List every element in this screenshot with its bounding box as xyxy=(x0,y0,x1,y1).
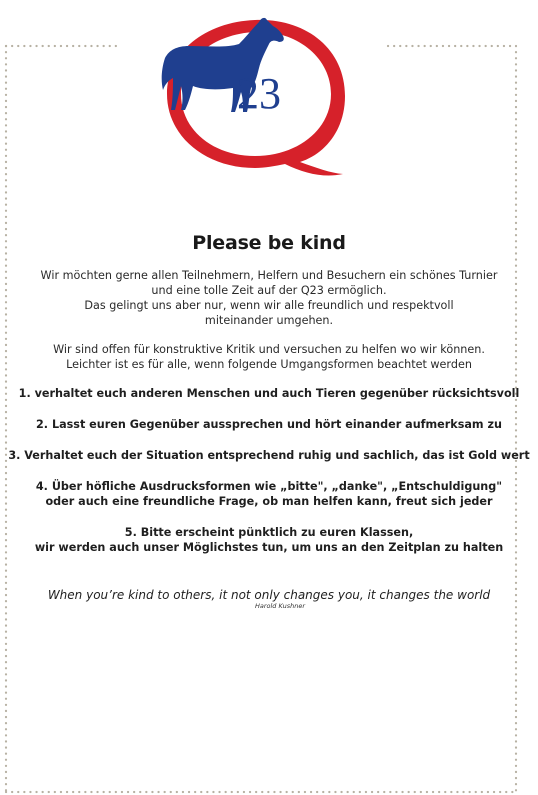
quote-text: When you’re kind to others, it not only changes you, it changes the world xyxy=(47,588,491,602)
quote-author: Harold Kushner xyxy=(254,602,306,610)
notice-content xyxy=(0,232,538,571)
q23-horse-logo xyxy=(155,8,355,183)
page-title: Please be kind xyxy=(192,232,346,254)
rule-1: 1. verhaltet euch anderen Menschen und auch Tieren gegenüber rücksichtsvoll xyxy=(18,387,520,400)
second-paragraph: Wir sind offen für konstruktive Kritik und versuchen zu helfen wo wir können. Leichter ist es für alle, wenn folgende Umgangsformen beachtet werden xyxy=(53,343,485,371)
quote-block xyxy=(0,588,538,610)
rule-2: 2. Lasst euren Gegenüber aussprechen und hört einander aufmerksam zu xyxy=(36,418,502,431)
intro-paragraph: Wir möchten gerne allen Teilnehmern, Helfern und Besuchern ein schönes Turnier und eine tolle Zeit auf der Q23 ermöglich. Das gelingt uns aber nur, wenn wir alle freundlich und respektvoll miteinander umgehen. xyxy=(40,269,498,327)
logo-number: 23 xyxy=(237,69,281,118)
rule-5: 5. Bitte erscheint pünktlich zu euren Klassen, wir werden auch unser Möglichstes tun, um uns an den Zeitplan zu halten xyxy=(34,526,504,554)
rule-3: 3. Verhaltet euch der Situation entsprechend ruhig und sachlich, das ist Gold wert xyxy=(8,449,530,462)
rule-4: 4. Über höfliche Ausdrucksformen wie „bitte", „danke", „Entschuldigung" oder auch eine freundliche Frage, ob man helfen kann, freut sich jeder xyxy=(35,480,503,508)
